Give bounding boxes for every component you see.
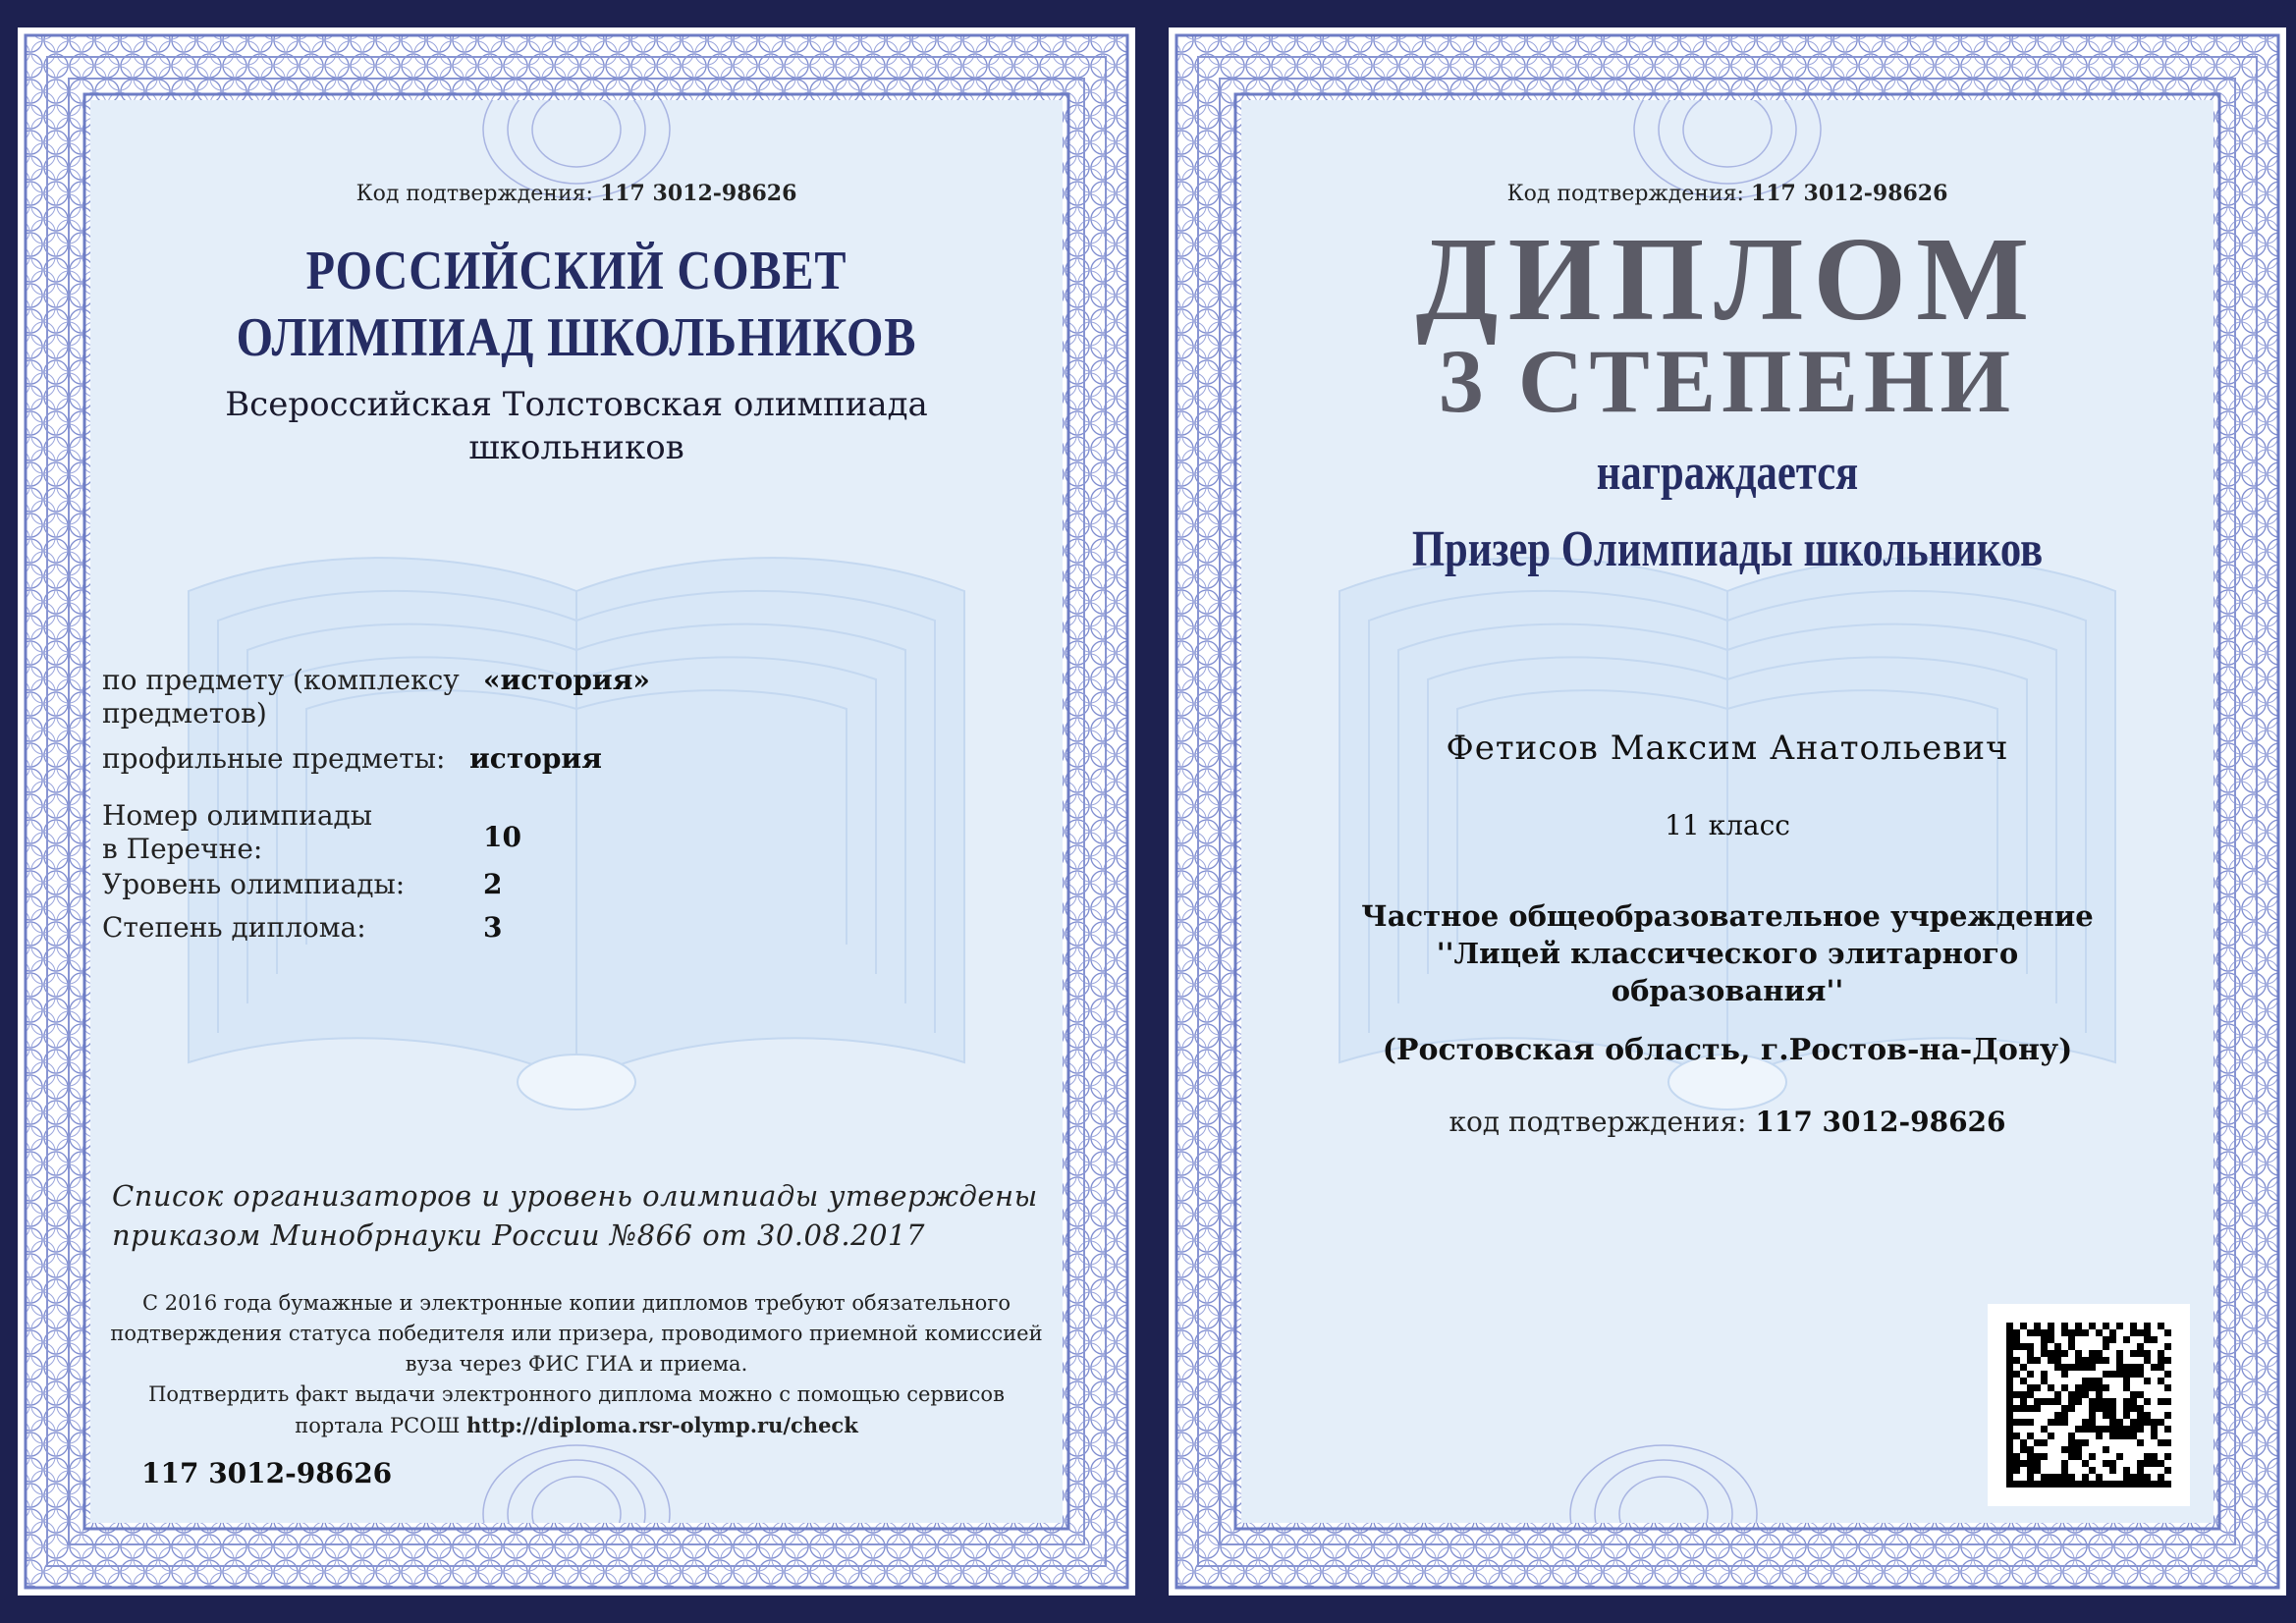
confirmation-code — [1241, 1106, 2214, 1138]
confirmation-code-top — [1241, 181, 2214, 206]
number-label-line2: в Перечне: — [102, 833, 263, 865]
code-value: 117 3012-98626 — [599, 181, 797, 206]
notice-line-2: подтверждения статуса победителя или призера, проводимого приемной комиссией — [110, 1322, 1043, 1345]
organizers-note-line1: Список организаторов и уровень олимпиады утверждены — [112, 1179, 1038, 1213]
confirm-value: 117 3012-98626 — [1755, 1106, 2006, 1138]
number-value: 10 — [483, 821, 521, 853]
school — [1241, 897, 2214, 1009]
certificate-right-page — [1169, 27, 2286, 1596]
awarded-text: награждается — [1596, 445, 1859, 501]
olympiad-name-line1: Всероссийская Толстовская олимпиада — [225, 385, 928, 424]
olympiad-name-line2: школьников — [468, 428, 684, 467]
organizers-note-line2: приказом Минобрнауки России №866 от 30.08.2017 — [112, 1218, 925, 1252]
school-line2: ''Лицей классического элитарного — [1436, 937, 2019, 970]
rosette-bottom — [1565, 1426, 1762, 1523]
number-label-line1: Номер олимпиады — [102, 799, 373, 832]
olympiad-name — [90, 383, 1063, 469]
number-label — [102, 799, 372, 866]
degree-value: 3 — [483, 911, 503, 944]
code-value: 117 3012-98626 — [1750, 181, 1948, 206]
profile-label: профильные предметы: — [102, 742, 446, 775]
notice-line-4: Подтвердить факт выдачи электронного диплома можно с помощью сервисов — [148, 1382, 1005, 1406]
verification-notice — [90, 1288, 1063, 1441]
subject-value: «история» — [483, 664, 650, 696]
datamatrix-code — [1988, 1304, 2190, 1506]
level-value: 2 — [483, 868, 503, 900]
org-title-line2: ОЛИМПИАД ШКОЛЬНИКОВ — [236, 307, 917, 368]
school-line1: Частное общеобразовательное учреждение — [1361, 899, 2094, 933]
grade: 11 класс — [1665, 809, 1790, 841]
inner-field — [1241, 100, 2214, 1523]
notice-prefix: портала РСОШ — [295, 1414, 467, 1437]
org-title-line1: РОССИЙСКИЙ СОВЕТ — [305, 241, 847, 301]
level-label: Уровень олимпиады: — [102, 868, 406, 900]
degree-label: Степень диплома: — [102, 911, 366, 944]
region: (Ростовская область, г.Ростов-на-Дону) — [1382, 1033, 2073, 1067]
org-title — [158, 238, 994, 371]
subject-label-line2: предметов) — [102, 697, 267, 730]
diploma-degree: 3 СТЕПЕНИ — [1438, 331, 2017, 431]
inner-field — [90, 100, 1063, 1523]
subject-label — [102, 664, 460, 730]
subject-label-line1: по предмету (комплексу — [102, 664, 460, 696]
notice-line-3: вуза через ФИС ГИА и приема. — [405, 1352, 748, 1376]
confirm-label: код подтверждения: — [1449, 1106, 1747, 1138]
status-text: Призер Олимпиады школьников — [1411, 521, 2044, 577]
verification-link[interactable]: http://diploma.rsr-olymp.ru/check — [466, 1413, 858, 1437]
code-label: Код подтверждения: — [355, 182, 593, 206]
notice-line-1: С 2016 года бумажные и электронные копии дипломов требуют обязательного — [142, 1291, 1011, 1315]
diploma-title: ДИПЛОМ — [1415, 213, 2040, 346]
school-line3: образования'' — [1611, 974, 1844, 1007]
profile-value: история — [469, 742, 602, 775]
confirmation-code-top — [90, 181, 1063, 206]
certificate-left-page — [18, 27, 1135, 1596]
organizers-note — [112, 1176, 1038, 1255]
notice-line-5 — [90, 1410, 1063, 1441]
code-label: Код подтверждения: — [1506, 182, 1744, 206]
datamatrix-icon — [1988, 1304, 2190, 1506]
person-name: Фетисов Максим Анатольевич — [1446, 729, 2009, 768]
bottom-code: 117 3012-98626 — [141, 1457, 393, 1489]
